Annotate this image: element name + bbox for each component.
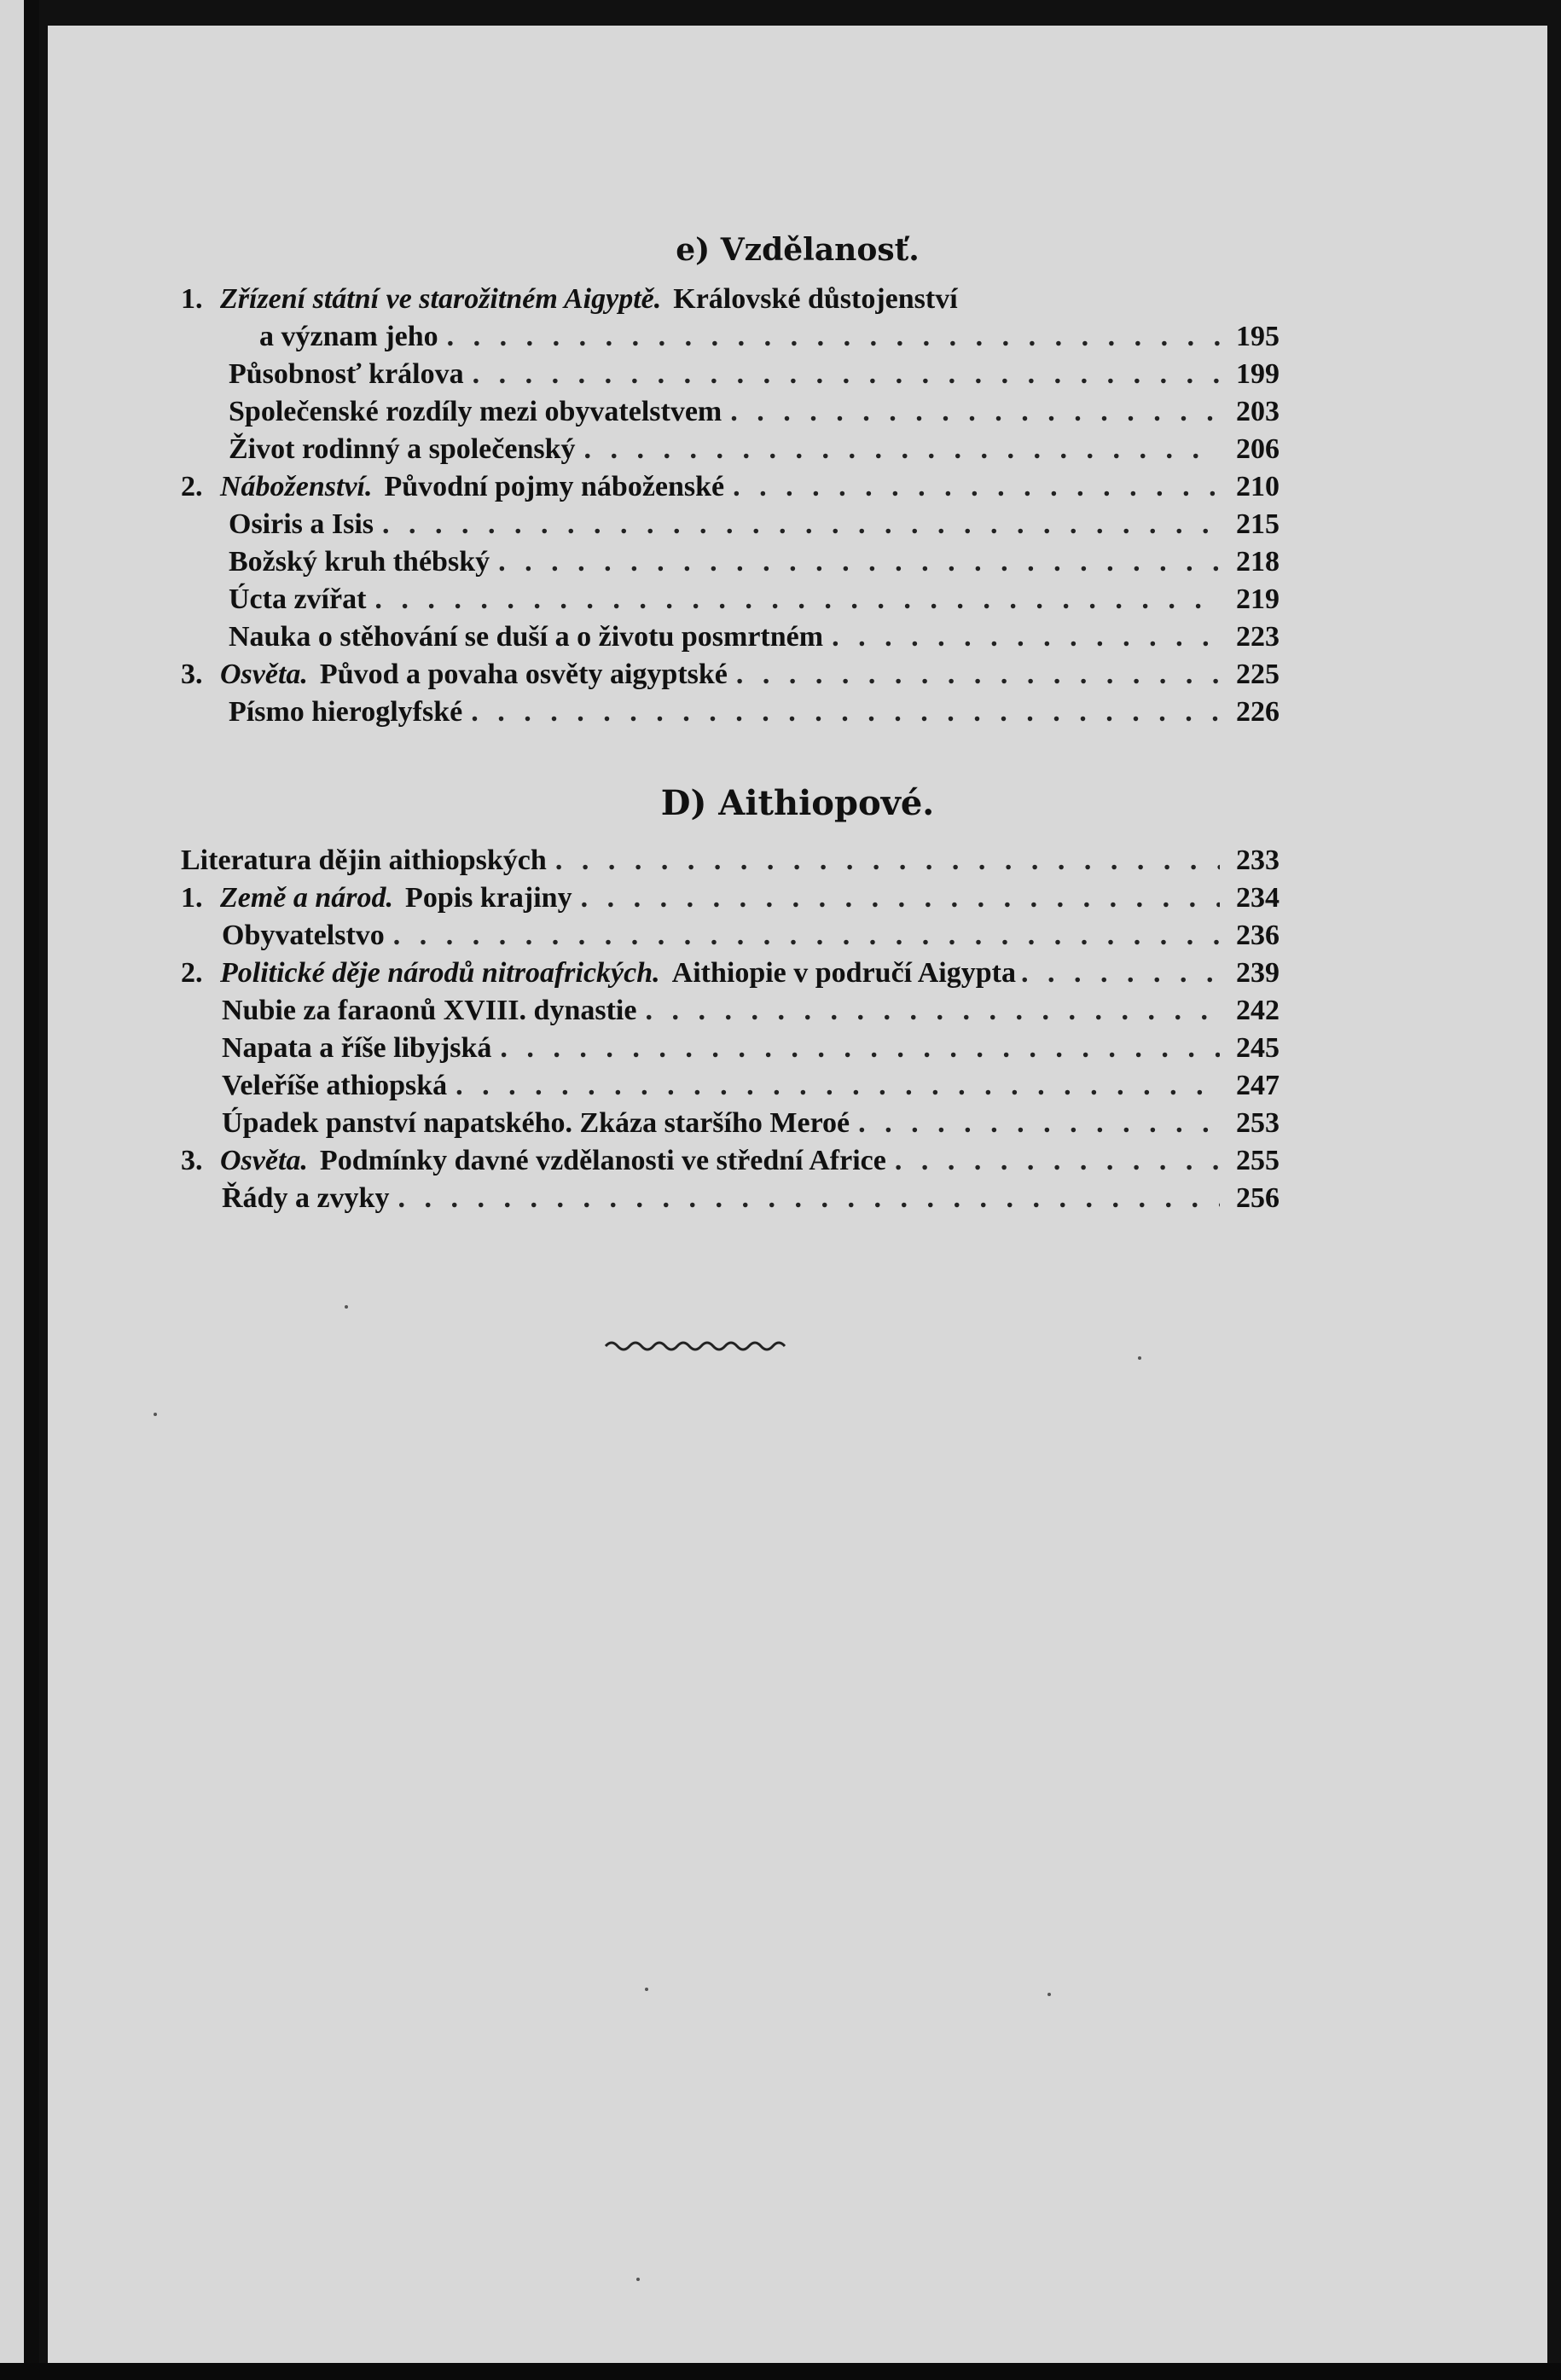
entry-page: 223 xyxy=(1236,621,1280,653)
entry-subtitle: Osvěta. xyxy=(220,659,308,690)
wavy-ornament-divider xyxy=(604,1336,792,1356)
dot-leader xyxy=(1021,957,1223,990)
entry-page: 195 xyxy=(1236,321,1280,352)
entry-page: 203 xyxy=(1236,396,1280,427)
entry-page: 236 xyxy=(1236,920,1280,951)
entry-title: Působnosť králova xyxy=(229,358,464,390)
entry-title: Královské důstojenství xyxy=(673,283,958,315)
toc-entry xyxy=(229,696,1280,734)
dot-leader xyxy=(382,508,1220,541)
entry-page: 253 xyxy=(1236,1107,1280,1139)
toc-entry xyxy=(181,283,1290,321)
entry-title: Život rodinný a společenský xyxy=(229,433,576,465)
toc-entry xyxy=(222,1107,1280,1145)
entry-number: 1. xyxy=(181,882,203,914)
dot-leader xyxy=(858,1107,1220,1140)
entry-page: 206 xyxy=(1236,433,1280,465)
entry-subtitle: Osvěta. xyxy=(220,1145,308,1176)
entry-title: Veleříše athiopská xyxy=(222,1070,448,1101)
toc-entry xyxy=(181,659,1280,696)
dot-leader xyxy=(733,471,1220,503)
toc-entry xyxy=(222,920,1280,957)
paper-speck xyxy=(636,2278,640,2281)
entry-number: 1. xyxy=(181,283,203,315)
entry-page: 255 xyxy=(1236,1145,1280,1176)
toc-entry xyxy=(229,621,1280,659)
entry-page: 218 xyxy=(1236,546,1280,578)
entry-title: Původ a povaha osvěty aigyptské xyxy=(319,659,728,690)
toc-entry xyxy=(229,546,1280,583)
entry-page: 226 xyxy=(1236,696,1280,728)
dot-leader xyxy=(498,546,1220,578)
dot-leader xyxy=(447,321,1220,353)
entry-title: Původní pojmy náboženské xyxy=(384,471,725,502)
entry-title: Společenské rozdíly mezi obyvatelstvem xyxy=(229,396,722,427)
toc-entry xyxy=(181,1145,1280,1182)
dot-leader xyxy=(500,1032,1220,1065)
paper-speck xyxy=(345,1305,348,1309)
entry-number: 3. xyxy=(181,659,203,690)
entry-title: Nauka o stěhování se duší a o životu posmrtném xyxy=(229,621,824,653)
entry-page: 219 xyxy=(1236,583,1280,615)
dot-leader xyxy=(374,583,1220,616)
book-page xyxy=(48,26,1547,2363)
paper-speck xyxy=(1138,1356,1141,1360)
dot-leader xyxy=(581,882,1220,914)
dot-leader xyxy=(736,659,1220,691)
entry-subtitle: Náboženství. xyxy=(220,471,373,502)
dot-leader xyxy=(473,358,1220,391)
dot-leader xyxy=(393,920,1220,952)
table-of-contents xyxy=(48,26,1547,2363)
entry-title: Úpadek panství napatského. Zkáza staršího Meroé xyxy=(222,1107,850,1139)
entry-title: a význam jeho xyxy=(259,321,438,352)
entry-page: 210 xyxy=(1236,471,1280,502)
entry-page: 242 xyxy=(1236,995,1280,1026)
entry-title: Osiris a Isis xyxy=(229,508,374,540)
paper-speck xyxy=(645,1988,648,1991)
entry-subtitle: Země a národ. xyxy=(220,882,394,914)
entry-page: 215 xyxy=(1236,508,1280,540)
toc-entry xyxy=(181,882,1280,920)
dot-leader xyxy=(895,1145,1220,1177)
dot-leader xyxy=(584,433,1220,466)
entry-number: 3. xyxy=(181,1145,203,1176)
entry-title: Písmo hieroglyfské xyxy=(229,696,463,728)
dot-leader xyxy=(456,1070,1220,1102)
toc-entry xyxy=(229,396,1280,433)
entry-title: Literatura dějin aithiopských xyxy=(181,845,547,876)
entry-page: 247 xyxy=(1236,1070,1280,1101)
toc-entry xyxy=(181,957,1280,995)
entry-title: Úcta zvířat xyxy=(229,583,367,615)
toc-entry xyxy=(229,508,1280,546)
scan-bottom-edge xyxy=(0,2363,1561,2380)
toc-entry xyxy=(259,321,1280,358)
paper-speck xyxy=(154,1413,157,1416)
entry-subtitle: Politické děje národů nitroafrických. xyxy=(220,957,660,989)
dot-leader xyxy=(555,845,1220,877)
dot-leader xyxy=(730,396,1220,428)
dot-leader xyxy=(471,696,1220,729)
dot-leader xyxy=(398,1182,1220,1215)
entry-page: 225 xyxy=(1236,659,1280,690)
entry-title: Napata a říše libyjská xyxy=(222,1032,492,1064)
paper-speck xyxy=(1047,1993,1051,1996)
section-heading-education: e) Vzdělanosť. xyxy=(676,232,920,268)
entry-page: 256 xyxy=(1236,1182,1280,1214)
toc-entry xyxy=(181,845,1280,882)
entry-title: Obyvatelstvo xyxy=(222,920,385,951)
entry-title: Nubie za faraonů XVIII. dynastie xyxy=(222,995,637,1026)
toc-entry xyxy=(181,471,1280,508)
entry-title: Aithiopie v područí Aigypta xyxy=(671,957,1016,989)
dot-leader xyxy=(645,995,1220,1027)
entry-number: 2. xyxy=(181,471,203,502)
entry-title: Popis krajiny xyxy=(405,882,572,914)
entry-page: 245 xyxy=(1236,1032,1280,1064)
entry-title: Podmínky davné vzdělanosti ve střední Africe xyxy=(319,1145,886,1176)
entry-number: 2. xyxy=(181,957,203,989)
toc-entry xyxy=(229,433,1280,471)
entry-page: 199 xyxy=(1236,358,1280,390)
section-heading-aithiopians: D) Aithiopové. xyxy=(660,783,935,823)
entry-subtitle: Zřízení státní ve starožitném Aigyptě. xyxy=(220,283,662,315)
toc-entry xyxy=(222,995,1280,1032)
page-binding-edge xyxy=(24,0,39,2380)
toc-entry xyxy=(222,1182,1280,1220)
entry-page: 234 xyxy=(1236,882,1280,914)
toc-entry xyxy=(222,1070,1280,1107)
toc-entry xyxy=(229,583,1280,621)
toc-entry xyxy=(229,358,1280,396)
entry-page: 239 xyxy=(1236,957,1280,989)
entry-title: Řády a zvyky xyxy=(222,1182,390,1214)
toc-entry xyxy=(222,1032,1280,1070)
entry-page: 233 xyxy=(1236,845,1280,876)
dot-leader xyxy=(832,621,1220,653)
entry-title: Božský kruh thébský xyxy=(229,546,490,578)
